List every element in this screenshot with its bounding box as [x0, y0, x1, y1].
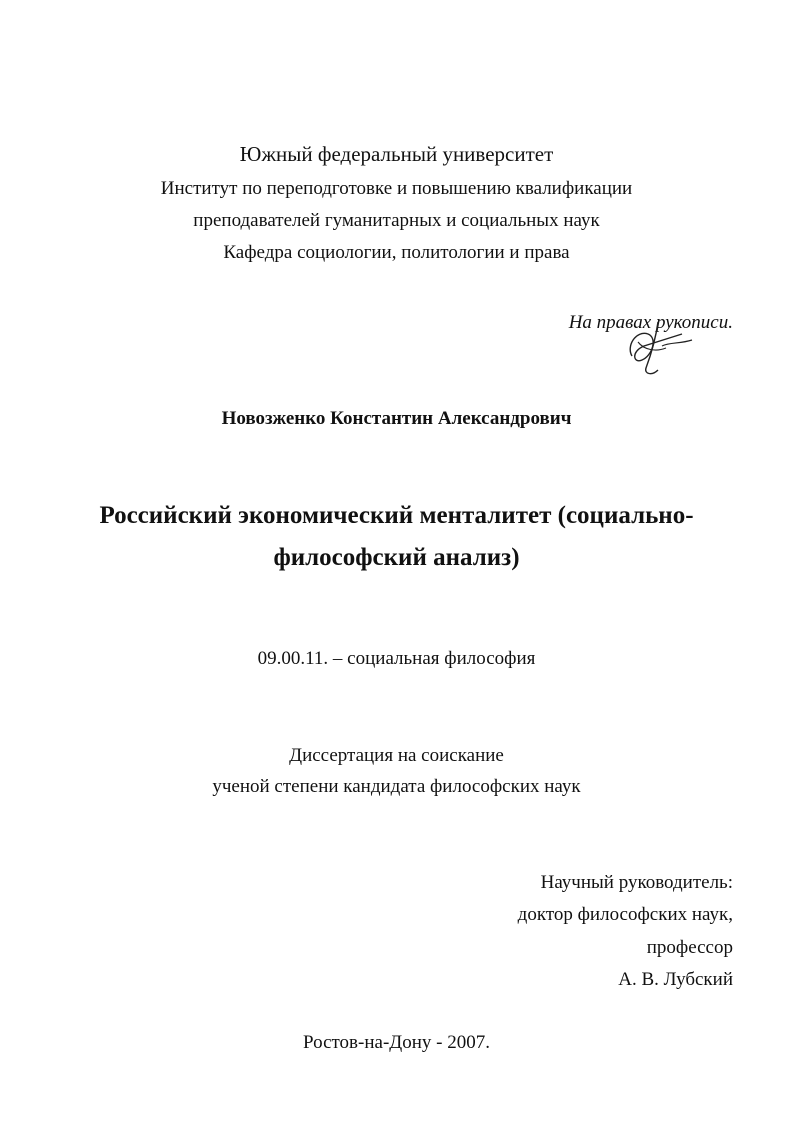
- dissertation-line-2: ученой степени кандидата философских наук: [212, 776, 581, 797]
- supervisor-rank: профессор: [646, 937, 733, 958]
- dissertation-title-line-1: Российский экономический менталитет (социально-: [99, 502, 694, 529]
- dissertation-line-1: Диссертация на соискание: [289, 745, 504, 766]
- signature-icon: [622, 316, 702, 378]
- institute-line-2: преподавателей гуманитарных и социальных наук: [193, 210, 600, 231]
- dissertation-title-line-2: философский анализ): [273, 544, 520, 571]
- supervisor-label: Научный руководитель:: [540, 872, 733, 893]
- supervisor-name: А. В. Лубский: [618, 969, 733, 990]
- supervisor-degree: доктор философских наук,: [517, 904, 733, 925]
- department-name: Кафедра социологии, политологии и права: [223, 242, 570, 263]
- city-year: Ростов-на-Дону - 2007.: [303, 1032, 490, 1053]
- author-name: Новозженко Константин Александрович: [221, 408, 572, 429]
- manuscript-note: На правах рукописи.: [568, 312, 733, 333]
- university-name: Южный федеральный университет: [239, 142, 554, 166]
- specialty-code: 09.00.11. – социальная философия: [257, 648, 536, 669]
- institute-line-1: Институт по переподготовке и повышению квалификации: [160, 178, 633, 199]
